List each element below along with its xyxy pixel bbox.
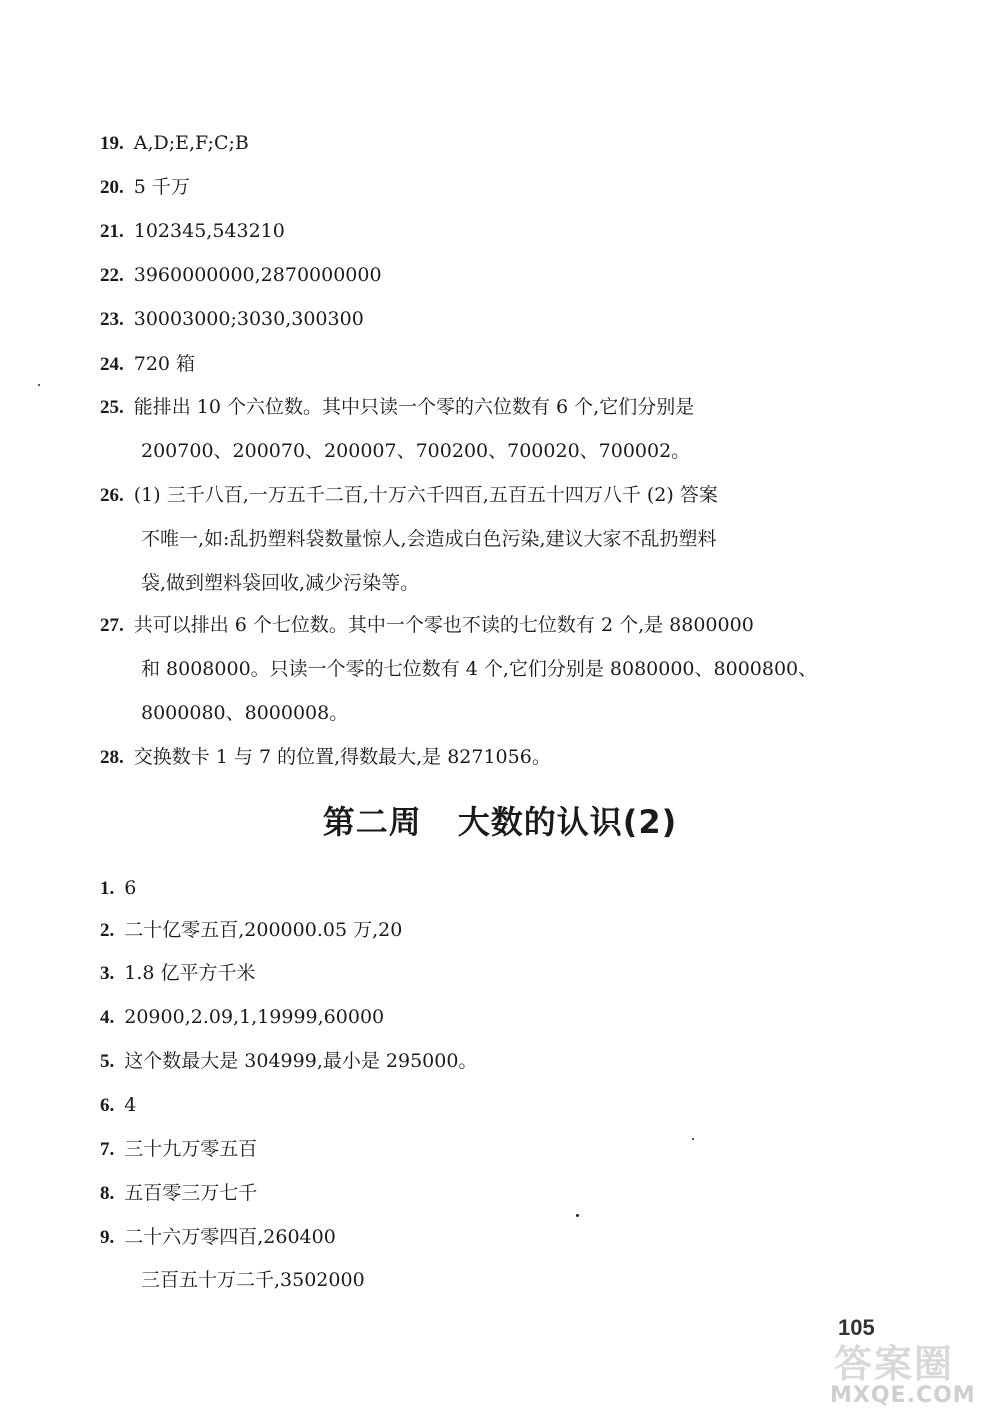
answer-7	[100, 1137, 257, 1162]
answer-text: 交换数卡 1 与 7 的位置,得数最大,是 8271056。	[133, 746, 551, 768]
answer-22	[100, 263, 382, 288]
answer-text: 102345,543210	[133, 220, 285, 242]
watermark-logo	[830, 1333, 995, 1418]
answer-26-line-2: 不唯一,如:乱扔塑料袋数量惊人,会造成白色污染,建议大家不乱扔塑料	[141, 528, 717, 550]
answer-1	[100, 876, 136, 901]
answer-number: 9.	[100, 1227, 115, 1248]
answer-text: 三十九万零五百	[124, 1138, 258, 1160]
answer-number: 5.	[100, 1051, 115, 1072]
answer-line: 二十六万零四百,260400	[124, 1226, 336, 1248]
answer-text: A,D;E,F;C;B	[133, 132, 249, 154]
answer-number: 26.	[100, 485, 124, 506]
answer-text: 30003000;3030,300300	[133, 308, 364, 330]
answer-number: 25.	[100, 397, 124, 418]
answer-number: 28.	[100, 747, 124, 768]
answer-number: 27.	[100, 615, 124, 636]
answer-23	[100, 307, 364, 332]
answer-6	[100, 1093, 136, 1118]
answer-8	[100, 1181, 257, 1206]
answer-9	[100, 1225, 336, 1250]
answer-number: 20.	[100, 177, 124, 198]
section-title: 大数的认识(2)	[457, 803, 678, 841]
answer-line: 能排出 10 个六位数。其中只读一个零的六位数有 6 个,它们分别是	[133, 396, 695, 418]
answer-text: 6	[124, 877, 137, 899]
answer-number: 3.	[100, 963, 115, 984]
answer-9-line-2: 三百五十万二千,3502000	[141, 1269, 365, 1291]
answer-3	[100, 961, 256, 986]
answer-27-line-3: 8000080、8000008。	[141, 702, 349, 724]
answer-number: 4.	[100, 1007, 115, 1028]
answer-20	[100, 175, 190, 200]
answer-5	[100, 1049, 477, 1074]
answer-number: 24.	[100, 354, 124, 375]
answer-27-line-2: 和 8008000。只读一个零的七位数有 4 个,它们分别是 8080000、8000800、	[141, 658, 818, 680]
watermark-text: 答案圈	[834, 1342, 955, 1386]
answer-number: 19.	[100, 133, 124, 154]
answer-number: 6.	[100, 1095, 115, 1116]
answer-21	[100, 219, 285, 244]
answer-number: 23.	[100, 309, 124, 330]
answer-28	[100, 745, 551, 770]
answer-text: 1.8 亿平方千米	[124, 962, 256, 984]
answer-number: 1.	[100, 878, 115, 899]
answer-text: 5 千万	[133, 176, 190, 198]
answer-text: 二十亿零五百,200000.05 万,20	[124, 919, 403, 941]
scan-speck	[576, 1214, 579, 1217]
answer-text: 720 箱	[133, 353, 196, 375]
answer-number: 2.	[100, 920, 115, 941]
section-week: 第二周	[322, 803, 422, 841]
answer-2	[100, 918, 402, 943]
answer-number: 8.	[100, 1183, 115, 1204]
answer-text: 这个数最大是 304999,最小是 295000。	[124, 1050, 478, 1072]
answer-number: 21.	[100, 221, 124, 242]
page-number: 105	[838, 1315, 875, 1340]
answer-25-line-2: 200700、200070、200007、700200、700020、700002。	[141, 440, 691, 462]
answer-text: 3960000000,2870000000	[133, 264, 382, 286]
section-heading	[0, 800, 1000, 844]
answer-number: 22.	[100, 265, 124, 286]
answer-text: 五百零三万七千	[124, 1182, 258, 1204]
answer-text: 4	[124, 1094, 137, 1116]
answer-text: 20900,2.09,1,19999,60000	[124, 1006, 385, 1028]
answer-26-line-3: 袋,做到塑料袋回收,减少污染等。	[141, 572, 420, 594]
answer-19	[100, 131, 249, 156]
answer-number: 7.	[100, 1139, 115, 1160]
watermark-url: MXQE.COM	[830, 1383, 976, 1408]
answer-line: (1) 三千八百,一万五千二百,十万六千四百,五百五十四万八千 (2) 答案	[133, 484, 718, 506]
answer-25	[100, 395, 694, 420]
answer-26	[100, 483, 718, 508]
answer-line: 共可以排出 6 个七位数。其中一个零也不读的七位数有 2 个,是 8800000	[133, 614, 754, 636]
answer-27	[100, 613, 754, 638]
answer-4	[100, 1005, 384, 1030]
scan-speck	[692, 1138, 694, 1140]
answer-24	[100, 352, 195, 377]
scan-speck	[38, 384, 40, 386]
